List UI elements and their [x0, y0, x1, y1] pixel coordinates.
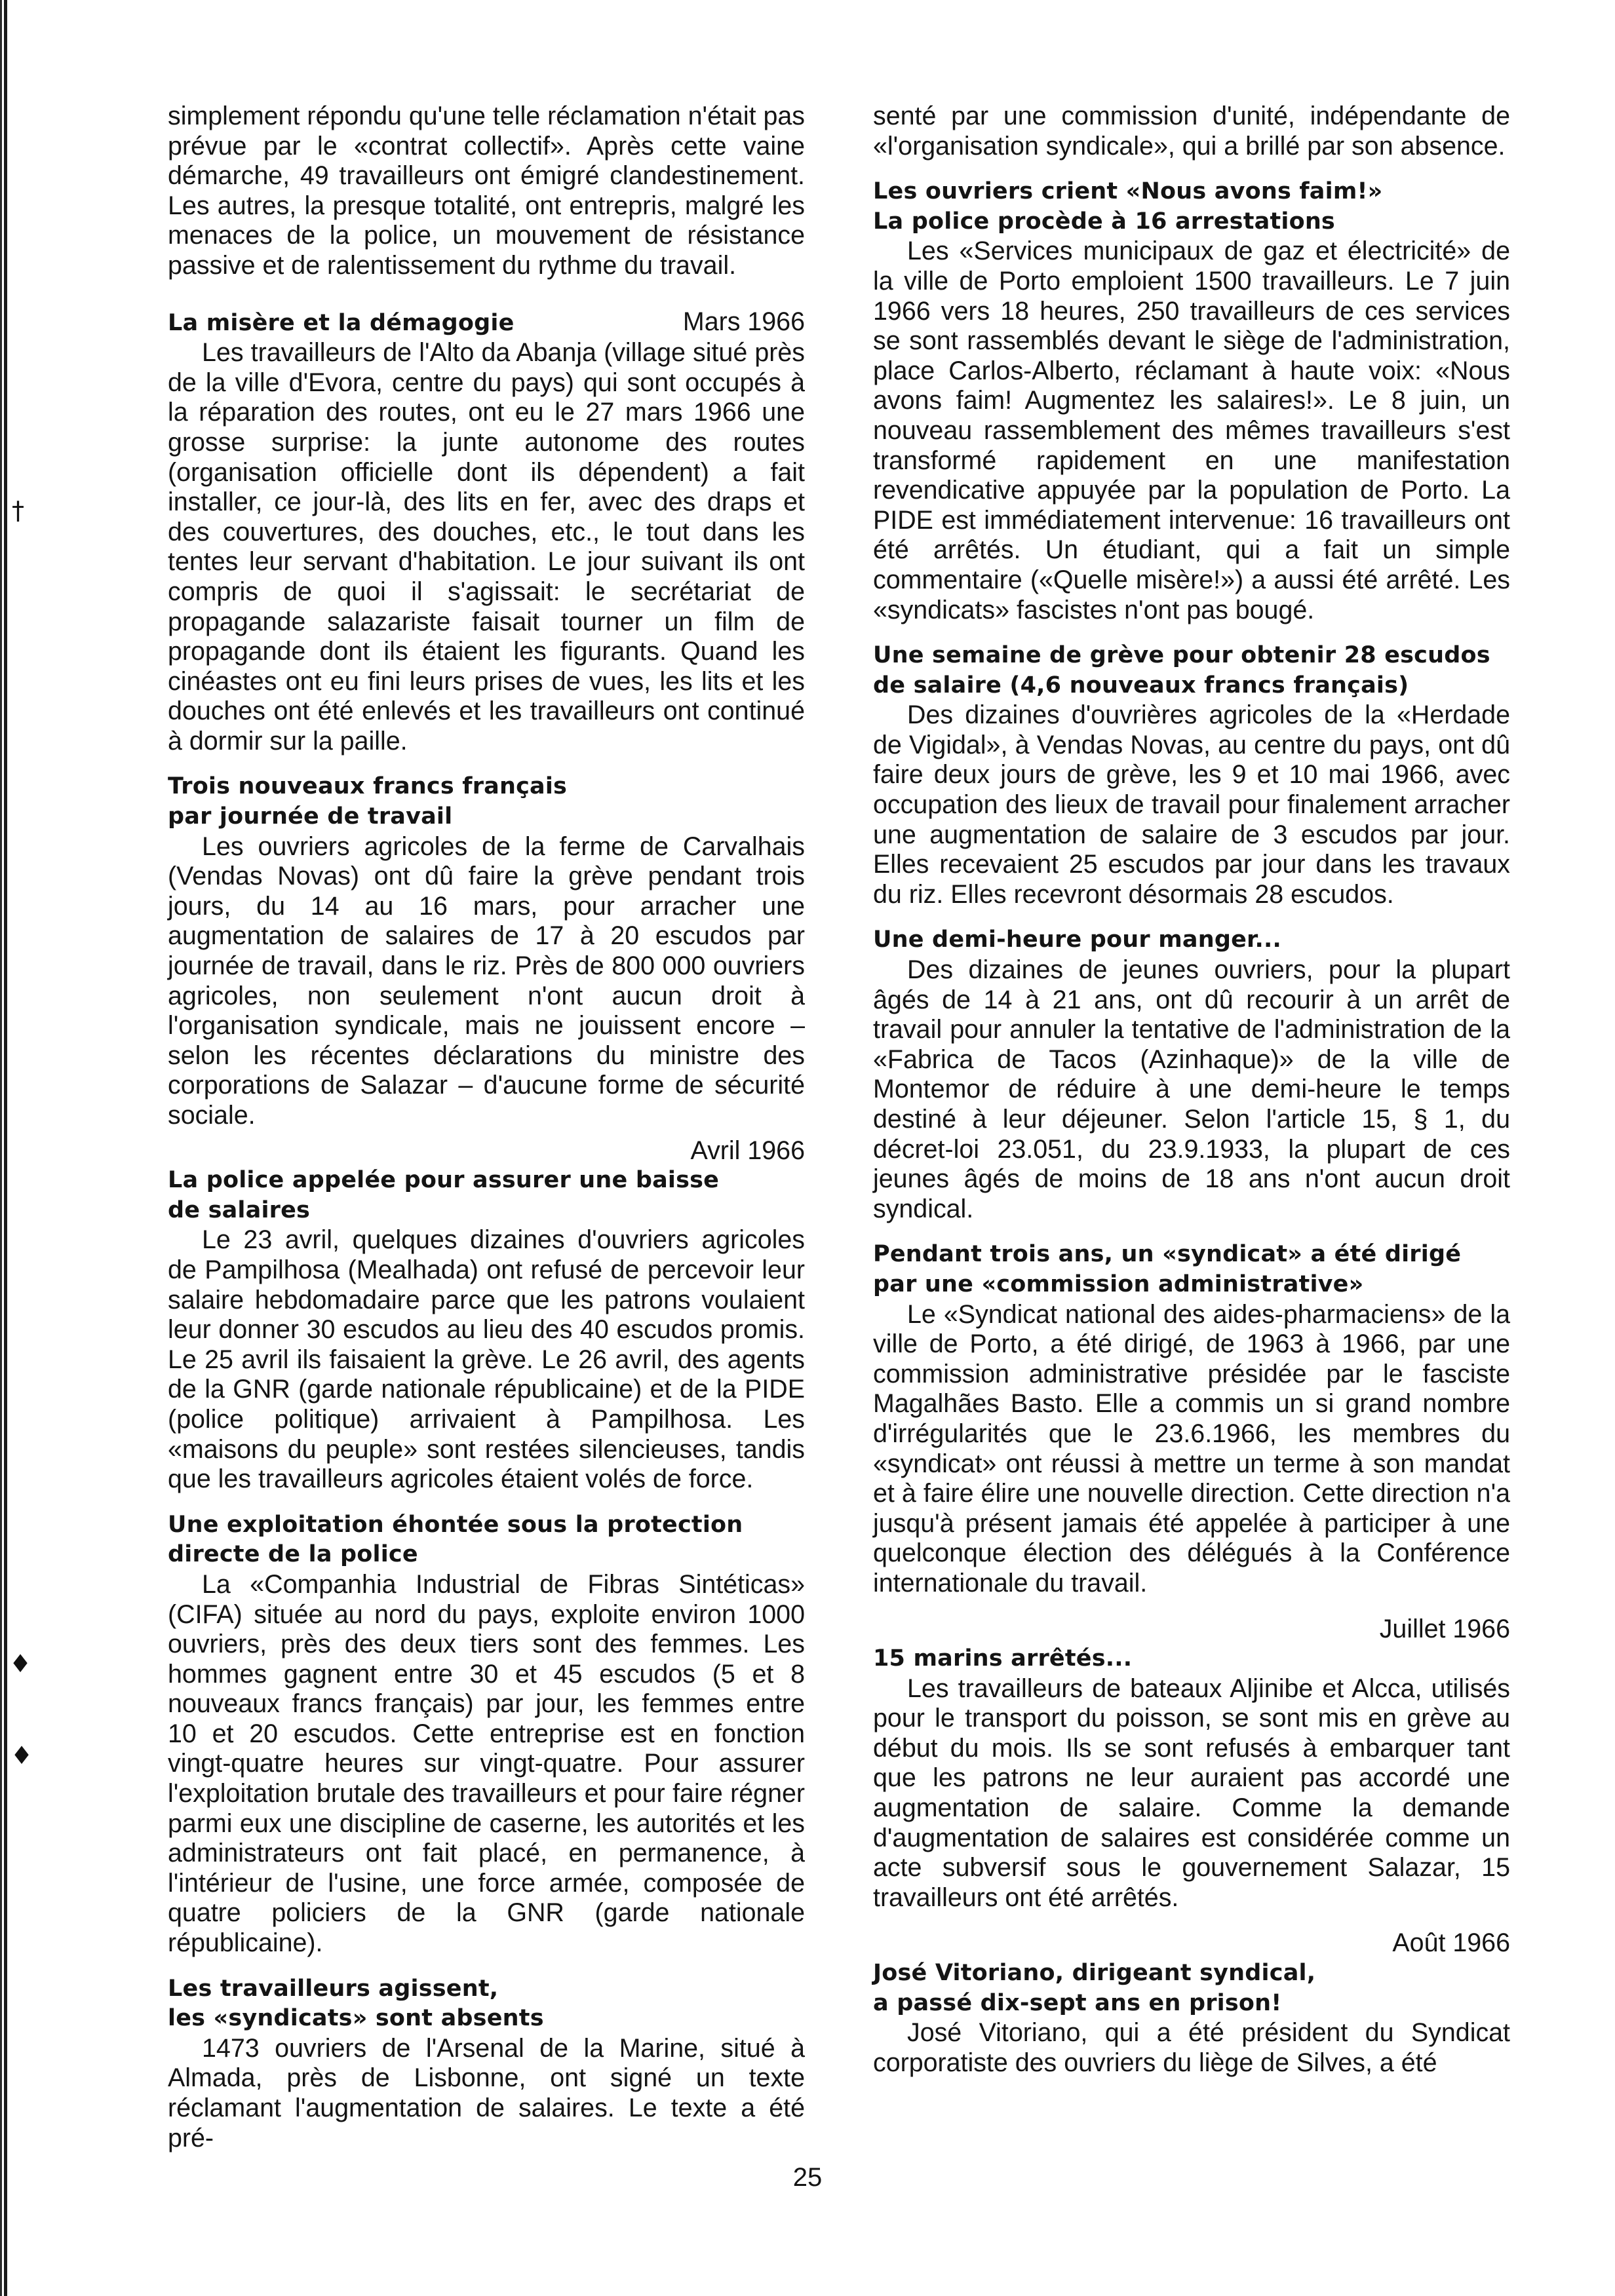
binding-edge [0, 0, 2, 2296]
date-label: Mars 1966 [682, 307, 805, 336]
section-misere [168, 297, 805, 757]
left-column [168, 102, 805, 2153]
section-body: Les travailleurs de l'Alto da Abanja (village situé près de la ville d'Evora, centre du pays) qui sont occupés à la réparation des routes, ont eu le 27 mars 1966 une grosse surprise: la junte autonome des routes (organisation officielle dont ils dépendent) a fait installer, ce jour-là, des lits en fer, avec des draps et des couvertures, des douches, etc., le tout dans les tentes leur servant d'habitation. Le jour suivant ils ont compris de quoi il s'agissait: le secrétariat de propagande salazariste faisait tourner un film de propagande dont ils étaient les figurants. Quand les cinéastes ont eu fini leurs prises de vues, les lits et les douches ont été enlevés et les travailleurs ont continué à dormir sur la paille. [168, 338, 805, 756]
section-heading: La misère et la démagogie [168, 309, 515, 336]
section-vitoriano [873, 1928, 1510, 2078]
section-police-baisse [168, 1166, 805, 1495]
section-heading: Une exploitation éhontée sous la protection [168, 1511, 743, 1538]
section-body: La «Companhia Industrial de Fibras Sintéticas» (CIFA) située au nord du pays, exploite environ 1000 ouvriers, près des deux tiers sont des femmes. Les hommes gagnent entre 30 et 45 escudos (5 et 8 nouveaux francs français) par jour, les femmes entre 10 et 20 escudos. Cette entreprise est en fonction vingt-quatre heures sur vingt-quatre. Pour assurer l'exploitation brutale des travailleurs et pour faire régner parmi eux une discipline de caserne, les autorités et les administrateurs ont fait placé, en permanence, à l'intérieur de l'usine, une force armée, composée de quatre policiers de la GNR (garde nationale républicaine). [168, 1569, 805, 1958]
section-heading: de salaires [168, 1196, 311, 1223]
section-marins [873, 1615, 1510, 1913]
section-body: José Vitoriano, qui a été président du Syndicat corporatiste des ouvriers du liège de Silves, a été [873, 2018, 1510, 2077]
section-semaine-greve [873, 641, 1510, 909]
section-body: Les «Services municipaux de gaz et électricité» de la ville de Porto emploient 1500 travailleurs. Le 7 juin 1966 vers 18 heures, 250 travailleurs de ces services se sont rassemblés devant le siège de l'administration, place Carlos-Alberto, réclamant à haute voix: «Nous avons faim! Augmentez les salaires!». Le 8 juin, un nouveau rassemblement des mêmes travailleurs s'est transformé rapidement en une manifestation revendicative appuyée par la population de Porto. La PIDE est immédiatement intervenue: 16 travailleurs ont été arrêtés. Un étudiant, qui a fait un simple commentaire («Quelle misère!») a aussi été arrêté. Les «syndicats» fascistes n'ont pas bougé. [873, 237, 1510, 624]
section-heading: José Vitoriano, dirigeant syndical, [873, 1960, 1316, 1987]
section-heading: directe de la police [168, 1541, 418, 1568]
section-syndicat-dirige [873, 1240, 1510, 1598]
section-heading: La police procède à 16 arrestations [873, 208, 1335, 235]
section-heading: Une semaine de grève pour obtenir 28 escudos [873, 642, 1490, 669]
section-heading: Pendant trois ans, un «syndicat» a été dirigé [873, 1241, 1462, 1268]
section-body: Des dizaines d'ouvrières agricoles de la «Herdade de Vigidal», à Vendas Novas, au centre du pays, ont dû faire deux jours de grève, les 9 et 10 mai 1966, avec occupation des lieux de travail pour finalement arracher une augmentation de salaire de 3 escudos par jour. Elles recevaient 25 escudos par jour dans les travaux du riz. Elles recevront désormais 28 escudos. [873, 700, 1510, 909]
section-trois-francs [168, 772, 805, 1130]
right-column [873, 102, 1510, 2078]
section-demi-heure [873, 925, 1510, 1224]
section-heading: par une «commission administrative» [873, 1271, 1364, 1297]
section-body: Les travailleurs de bateaux Aljinibe et Alcca, utilisés pour le transport du poisson, se sont mis en grève au début du mois. Ils se sont refusés à embarquer tant que les patrons ne leur auraient pas accordé une augmentation de salaire. Comme la demande d'augmentation de salaires est considérée comme un acte subversif sous le gouvernement Salazar, 15 travailleurs ont été arrêtés. [873, 1674, 1510, 1912]
section-header-row [168, 297, 805, 339]
intro-paragraph: senté par une commission d'unité, indépendante de «l'organisation syndicale», qui a brillé par son absence. [873, 102, 1510, 161]
section-heading: Les ouvriers crient «Nous avons faim!» [873, 178, 1383, 205]
section-heading: par journée de travail [168, 803, 453, 830]
intro-paragraph: simplement répondu qu'une telle réclamation n'était pas prévue par le «contrat collectif». Après cette vaine démarche, 49 travailleurs ont émigré clandestinement. Les autres, la presque totalité, ont entrepris, malgré les menaces de la police, un mouvement de résistance passive et de ralentissement du rythme du travail. [168, 102, 805, 280]
section-heading: a passé dix-sept ans en prison! [873, 1989, 1282, 2016]
section-nous-avons-faim [873, 177, 1510, 625]
page-number: 25 [792, 2163, 823, 2192]
section-heading: Trois nouveaux francs français [168, 773, 568, 800]
section-heading: les «syndicats» sont absents [168, 2005, 544, 2032]
section-body: Le «Syndicat national des aides-pharmaciens» de la ville de Porto, a été dirigé, de 1963 à 1966, par une commission administrative présidée par le fasciste Magalhães Basto. Elle a commis un si grand nombre d'irrégularités que le 23.6.1966, les membres du «syndicat» ont réussi à mettre un terme à son mandat et à faire élire une nouvelle direction. Cette direction n'a jusqu'à présent jamais été appelée à participer à une quelconque élection des délégués à la Conférence internationale du travail. [873, 1299, 1510, 1598]
punch-mark: † [12, 496, 24, 525]
section-exploitation [168, 1510, 805, 1959]
date-label: Août 1966 [1392, 1928, 1510, 1958]
date-label: Juillet 1966 [1379, 1614, 1510, 1643]
section-heading: Les travailleurs agissent, [168, 1975, 499, 2002]
punch-mark: ♦ [9, 1649, 32, 1678]
punch-mark: ♦ [10, 1741, 33, 1770]
date-label: Avril 1966 [690, 1136, 805, 1165]
section-heading: 15 marins arrêtés... [873, 1645, 1133, 1672]
section-body: Les ouvriers agricoles de la ferme de Carvalhais (Vendas Novas) ont dû faire la grève pendant trois jours, du 14 au 16 mars, pour arracher une augmentation de salaires de 17 à 20 escudos par journée de travail, dans le riz. Près de 800 000 ouvriers agricoles, non seulement n'ont aucun droit à l'organisation syndicale, mais ne jouissent encore – selon les récentes déclarations du ministre des corporations de Salazar – d'aucune forme de sécurité sociale. [168, 832, 805, 1130]
binding-line [4, 0, 7, 2296]
section-body: Le 23 avril, quelques dizaines d'ouvriers agricoles de Pampilhosa (Mealhada) ont refusé de percevoir leur salaire hebdomadaire parce que les patrons voulaient leur donner 30 escudos au lieu des 40 escudos promis. Le 25 avril ils faisaient la grève. Le 26 avril, des agents de la GNR (garde nationale républicaine) et de la PIDE (police politique) arrivaient à Pampilhosa. Les «maisons du peuple» sont restées silencieuses, tandis que les travailleurs agricoles étaient volés de force. [168, 1225, 805, 1494]
section-body: Des dizaines de jeunes ouvriers, pour la plupart âgés de 14 à 21 ans, ont dû recourir à un arrêt de travail pour annuler la tentative de l'administration de la «Fabrica de Tacos (Azinhaque)» de la ville de Montemor de réduire à une demi-heure le temps destiné à leur déjeuner. Selon l'article 15, § 1, du décret-loi 23.051, du 23.9.1933, la plupart de ces jeunes âgés de moins de 18 ans n'ont aucun droit syndical. [873, 955, 1510, 1223]
section-heading: Une demi-heure pour manger... [873, 927, 1282, 953]
section-travailleurs-agissent [168, 1974, 805, 2154]
section-body: 1473 ouvriers de l'Arsenal de la Marine, situé à Almada, près de Lisbonne, ont signé un texte réclamant l'augmentation de salaires. Le texte a été pré- [168, 2033, 805, 2152]
section-heading: de salaire (4,6 nouveaux francs français) [873, 672, 1409, 698]
section-heading: La police appelée pour assurer une baisse [168, 1167, 720, 1194]
